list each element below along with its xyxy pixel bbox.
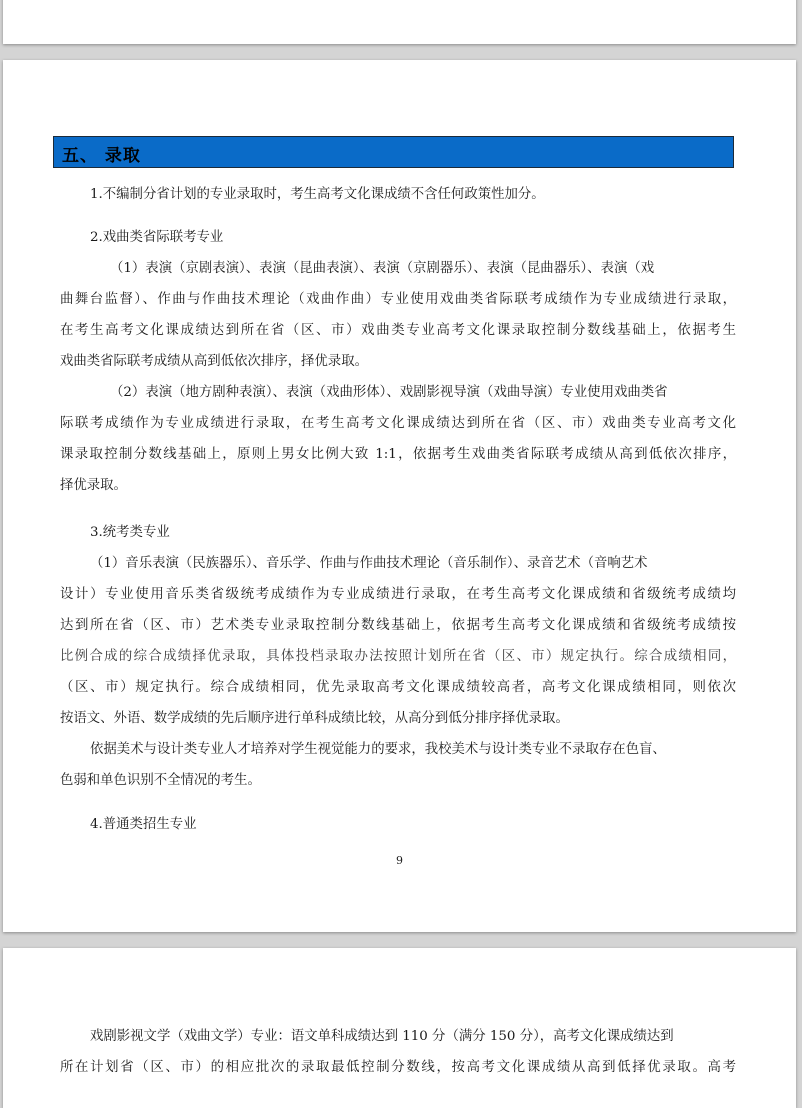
paragraph-line: 设计）专业使用音乐类省级统考成绩作为专业成绩进行录取，在考生高考文化课成绩和省级统考成绩均 [60,587,736,602]
paragraph-line: （区、市）规定执行。综合成绩相同，优先录取高考文化课成绩较高者，高考文化课成绩相同，则依次 [60,680,736,695]
paragraph-line: 曲舞台监督）、作曲与作曲技术理论（戏曲作曲）专业使用戏曲类省际联考成绩作为专业成绩进行录取， [60,292,736,307]
paragraph-line: 际联考成绩作为专业成绩进行录取，在考生高考文化课成绩达到所在省（区、市）戏曲类专业高考文化 [60,416,736,431]
paragraph-line: 依据美术与设计类专业人才培养对学生视觉能力的要求，我校美术与设计类专业不录取存在色盲、 [90,742,666,757]
paragraph-line: 在考生高考文化课成绩达到所在省（区、市）戏曲类专业高考文化课录取控制分数线基础上，依据考生 [60,323,736,338]
paragraph-line: 课录取控制分数线基础上，原则上男女比例大致 1:1，依据考生戏曲类省际联考成绩从高到低依次排序， [60,447,736,462]
subheading: 2.戏曲类省际联考专业 [90,230,224,245]
paragraph-line: （2）表演（地方剧种表演）、表演（戏曲形体）、戏剧影视导演（戏曲导演）专业使用戏曲类省 [110,385,668,400]
paragraph-line: 达到所在省（区、市）艺术类专业录取控制分数线基础上，依据考生高考文化课成绩和省级统考成绩按 [60,618,736,633]
paragraph-line: 1.不编制分省计划的专业录取时，考生高考文化课成绩不含任何政策性加分。 [90,187,545,202]
paragraph-line: 色弱和单色识别不全情况的考生。 [60,773,261,788]
document-page [3,60,796,932]
subheading: 3.统考类专业 [90,525,170,540]
subheading: 4.普通类招生专业 [90,817,197,832]
section-title: 五、 录取 [62,146,141,166]
paragraph-line: 择优录取。 [60,478,127,493]
paragraph-line: 戏曲类省际联考成绩从高到低依次排序，择优录取。 [60,354,368,369]
page-number: 9 [396,854,403,867]
next-page [3,948,796,1108]
paragraph-line: 戏剧影视文学（戏曲文学）专业：语文单科成绩达到 110 分（满分 150 分），高考文化课成绩达到 [90,1029,674,1044]
paragraph-line: （1）表演（京剧表演）、表演（昆曲表演）、表演（京剧器乐）、表演（昆曲器乐）、表演（戏 [110,261,655,276]
paragraph-line: （1）音乐表演（民族器乐）、音乐学、作曲与作曲技术理论（音乐制作）、录音艺术（音响艺术 [90,556,648,571]
previous-page-fragment [3,0,796,44]
paragraph-line: 按语文、外语、数学成绩的先后顺序进行单科成绩比较，从高分到低分排序择优录取。 [60,711,569,726]
paragraph-line: 比例合成的综合成绩择优录取，具体投档录取办法按照计划所在省（区、市）规定执行。综合成绩相同， [60,649,736,664]
section-header-bar [53,136,734,168]
paragraph-line: 所在计划省（区、市）的相应批次的录取最低控制分数线，按高考文化课成绩从高到低择优录取。高考 [60,1060,736,1075]
